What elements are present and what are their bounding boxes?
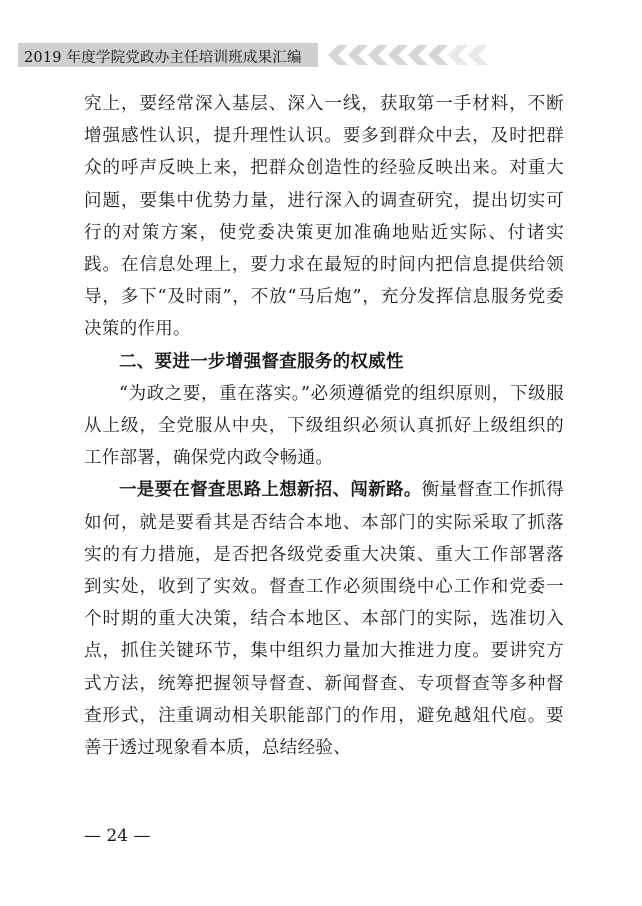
paragraph-body: 衡量督查工作抓得如何，就是要看其是否结合本地、本部门的实际采取了抓落实的有力措施，是否把各级党委重大决策、重大工作部署落到实处，收到了实效。督查工作必须围绕中心工作和党委一个时期的重大决策，结合本地区、本部门的实际，选准切入点，抓住关键环节，集中组织力量加大推进力度。要讲究方式方法，统筹把握领导督查、新闻督查、专项督查等多种督查形式，注重调动相关职能部门的作用，避免越俎代庖。要善于透过现象看本质，总结经验、: [84, 480, 565, 759]
lead-sentence: 一是要在督查思路上想新招、闯新路。: [119, 480, 422, 501]
paragraph-continued: 究上，要经常深入基层、深入一线，获取第一手材料，不断增强感性认识，提升理性认识。要多到群众中去，及时把群众的呼声反映上来，把群众创造性的经验反映出来。对重大问题，要集中优势力量，进行深入的调查研究，提出切实可行的对策方案，使党委决策更加准确地贴近实际、付诸实践。在信息处理上，要力求在最短的时间内把信息提供给领导，多下“及时雨”，不放“马后炮”，充分发挥信息服务党委决策的作用。: [84, 94, 564, 340]
running-header: [18, 43, 318, 67]
header-title: 2019 年度学院党政办主任培训班成果汇编: [24, 50, 302, 66]
body-text: [84, 88, 564, 764]
paragraph: “为政之要，重在落实。”必须遵循党的组织原则，下级服从上级，全党服从中央，下级组织必须认真抓好上级组织的工作部署，确保党内政令畅通。: [84, 383, 564, 469]
paragraph-with-lead: [84, 474, 564, 764]
section-heading: 二、要进一步增强督查服务的权威性: [119, 351, 404, 372]
page-number: — 24 —: [84, 826, 151, 846]
chevron-decoration-icon: [318, 43, 618, 67]
